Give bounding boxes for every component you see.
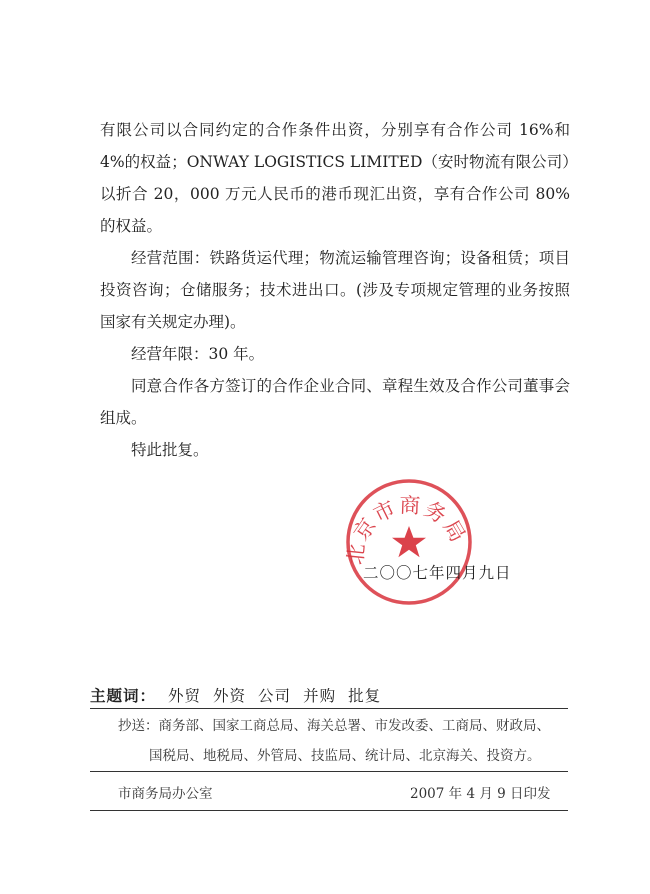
body-paragraph-1 xyxy=(100,114,570,242)
official-seal-stamp xyxy=(343,476,475,608)
signature-date: 二〇〇七年四月九日 xyxy=(363,564,512,582)
subject-keyword: 外资 xyxy=(213,687,247,705)
paragraph-closing: 特此批复。 xyxy=(131,441,209,459)
paragraph-term: 经营年限：30 年。 xyxy=(131,345,265,363)
seal-star-icon xyxy=(392,526,426,557)
subject-keyword: 公司 xyxy=(258,687,292,705)
printed-date: 2007 年 4 月 9 日印发 xyxy=(410,786,551,802)
subject-keyword: 外贸 xyxy=(168,687,202,705)
body-paragraph-3 xyxy=(100,338,570,370)
body-paragraph-5 xyxy=(100,434,570,466)
divider xyxy=(90,810,568,811)
paragraph-approval: 同意合作各方签订的合作企业合同、章程生效及合作公司董事会组成。 xyxy=(100,377,570,427)
cc-line-1: 抄送：商务部、国家工商总局、海关总署、市发改委、工商局、财政局、 xyxy=(118,718,550,734)
body-paragraph-4 xyxy=(100,370,570,434)
svg-text:北京市商务局: 北京市商务局 xyxy=(343,493,471,566)
subject-keyword: 批复 xyxy=(348,687,382,705)
body-paragraph-2 xyxy=(100,242,570,338)
issuing-office: 市商务局办公室 xyxy=(118,786,213,802)
subject-keyword: 并购 xyxy=(303,687,337,705)
subject-label: 主题词： xyxy=(90,687,157,705)
paragraph-business-scope: 经营范围：铁路货运代理；物流运输管理咨询；设备租赁；项目投资咨询；仓储服务；技术进出口。(涉及专项规定管理的业务按照国家有关规定办理)。 xyxy=(100,249,570,331)
subject-keywords-line xyxy=(90,684,572,706)
divider xyxy=(90,771,568,772)
paragraph-equity: 有限公司以合同约定的合作条件出资，分别享有合作公司 16%和 4%的权益；ONWAY LOGISTICS LIMITED（安时物流有限公司）以折合 20，000 万元人民币的港币现汇出资，享有合作公司 80%的权益。 xyxy=(100,121,570,235)
cc-line-2: 国税局、地税局、外管局、技监局、统计局、北京海关、投资方。 xyxy=(149,748,541,764)
divider xyxy=(90,708,568,709)
